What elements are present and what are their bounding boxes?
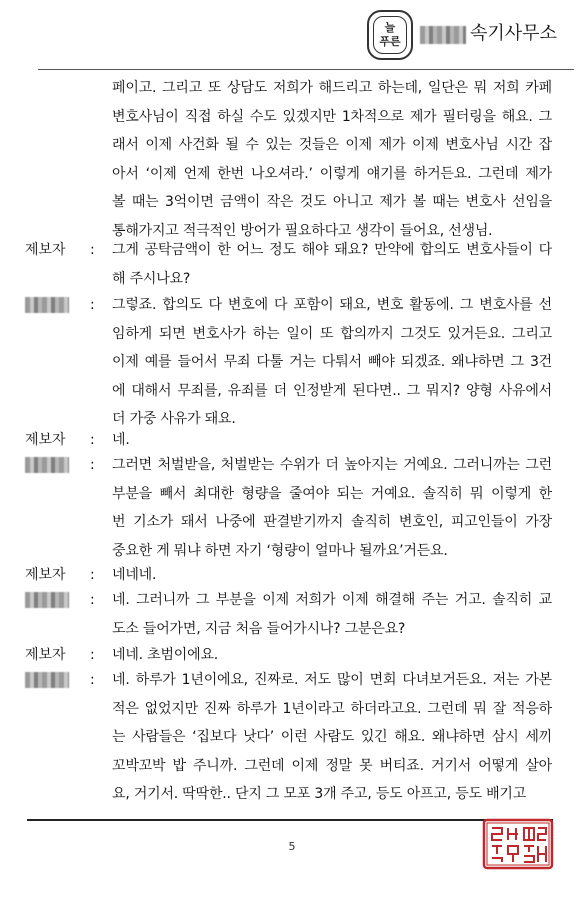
firm-name: 속기사무소 [470, 23, 557, 44]
transcript-line: 는 사람들은 ‘집보다 낫다’ 이런 사람도 있긴 해요. 왜냐하면 삼시 세끼 [112, 729, 552, 746]
speaker-label: 제보자 [25, 242, 66, 258]
speaker-label: 제보자 [25, 567, 66, 583]
transcript-line: 통해가지고 적극적인 방어가 필요하다고 생각이 들어요, 선생님. [112, 223, 493, 239]
transcript-line: 요, 거기서. 딱딱한.. 단지 그 모포 3개 주고, 등도 아프고, 등도 배기고 [112, 786, 527, 803]
speaker-colon: : [90, 242, 95, 258]
transcript-line: 네. 하루가 1년이에요, 진짜로. 저도 많이 면회 다녀보거든요. 저는 가본 [112, 672, 552, 688]
transcript-line: 네네. 초범이에요. [112, 647, 219, 663]
speaker-colon: : [90, 647, 95, 663]
transcript-line: 에 대해서 무죄를, 유죄를 더 인정받게 된다면.. 그 뭐지? 양형 사유에서 [112, 382, 552, 399]
transcript-line: 꼬박꼬박 밥 주니까. 그런데 이제 정말 못 버티죠. 거기서 어떻게 살아 [112, 757, 552, 774]
transcript-line: 적은 없었지만 진짜 하루가 1년이라고 하더라고요. 그런데 뭐 잘 적응하 [112, 700, 552, 717]
speaker-colon: : [90, 672, 95, 688]
transcript-line: 그렇죠. 합의도 다 변호에 다 포함이 돼요, 변호 활동에. 그 변호사를 선 [112, 297, 552, 313]
speaker-label: 제보자 [25, 647, 66, 663]
redacted-speaker-name [25, 672, 69, 688]
transcript-line: 번 기소가 돼서 나중에 판결받기까지 솔직히 변호인, 피고인들이 가장 [112, 514, 552, 531]
transcript-line: 더 가중 사유가 돼요. [112, 411, 236, 428]
transcript-line: 래서 이제 사건화 될 수 있는 것들은 이제 제가 이제 변호사님 시간 잡 [112, 137, 552, 154]
transcript-line: 변호사님이 직접 하실 수도 있겠지만 1차적으로 제가 필터링을 해요. 그 [112, 108, 552, 125]
transcript-line: 네네네. [112, 567, 157, 583]
speaker-colon: : [90, 567, 95, 583]
speaker-colon: : [90, 457, 95, 473]
transcript-line: 중요한 게 뭐냐 하면 자기 ‘형량이 얼마나 될까요’거든요. [112, 542, 448, 559]
company-logo [367, 10, 413, 60]
transcript-line: 임하게 되면 변호사가 하는 일이 또 합의까지 그것도 있거든요. 그리고 [112, 325, 552, 342]
footer-rule [27, 819, 553, 821]
transcript-line: 부분을 빼서 최대한 형량을 줄여야 되는 거예요. 솔직히 뭐 이렇게 한 [112, 485, 552, 502]
transcript-line: 이제 예를 들어서 무죄 다툴 거는 다퉈서 빼야 되겠죠. 왜냐하면 그 3건 [112, 354, 552, 371]
logo-text-2: 푸른 [379, 35, 401, 48]
speaker-label: 제보자 [25, 432, 66, 448]
page-number: 5 [288, 840, 296, 853]
transcript-line: 그러면 처벌받을, 처벌받는 수위가 더 높아지는 거예요. 그러니까는 그런 [112, 457, 552, 473]
transcript-line: 네. [112, 432, 130, 448]
transcript-line: 도소 들어가면, 지금 처음 들어가시나? 그분은요? [112, 620, 406, 637]
speaker-colon: : [90, 592, 95, 608]
redacted-speaker-name [25, 457, 69, 473]
official-seal-stamp [482, 818, 554, 870]
transcript-line: 아서 ‘이제 언제 한번 나오셔라.’ 이렇게 얘기를 하거든요. 그런데 제가 [112, 165, 552, 182]
page-header [0, 0, 584, 70]
transcript-line: 네. 그러니까 그 부분을 이제 저희가 이제 해결해 주는 거고. 솔직히 교 [112, 592, 552, 608]
redacted-speaker-name [25, 592, 69, 608]
redacted-firm-prefix [420, 26, 466, 44]
transcript-line: 해 주시나요? [112, 270, 191, 287]
transcript-line: 그게 공탁금액이 한 어느 정도 해야 돼요? 만약에 합의도 변호사들이 다 [112, 242, 552, 258]
speaker-colon: : [90, 432, 95, 448]
redacted-speaker-name [25, 297, 69, 313]
transcript-line: 페이고. 그리고 또 상담도 저희가 해드리고 하는데, 일단은 뭐 저희 카페 [112, 80, 552, 96]
header-rule [38, 69, 574, 70]
logo-text-1: 늘 [384, 21, 396, 34]
speaker-colon: : [90, 297, 95, 313]
transcript-line: 볼 때는 3억이면 금액이 작은 것도 아니고 제가 볼 때는 변호사 선임을 [112, 194, 552, 211]
